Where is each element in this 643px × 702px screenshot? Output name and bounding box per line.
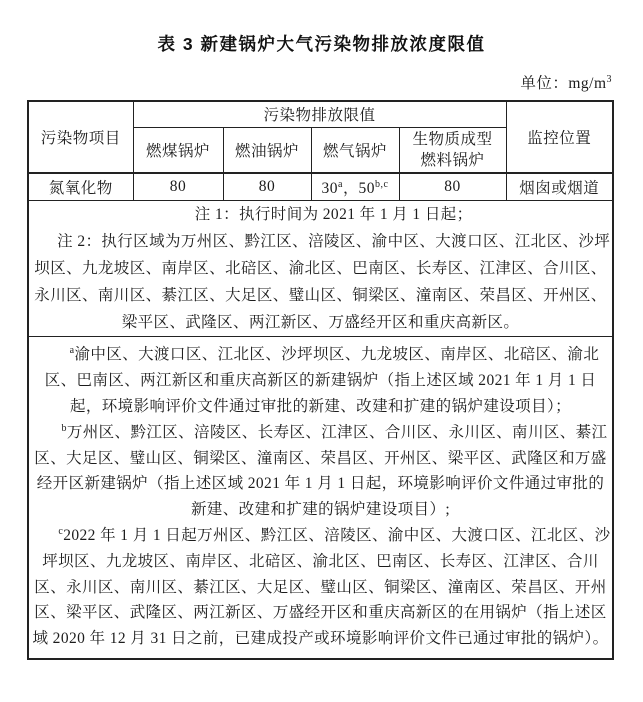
footnote-a xyxy=(29,342,612,419)
table-row xyxy=(28,173,613,200)
notes-block xyxy=(29,201,612,336)
header-emission-limit-group: 污染物排放限值 xyxy=(133,101,506,127)
unit-line xyxy=(0,71,612,93)
footnote-c-text: 2022 年 1 月 1 日起万州区、黔江区、涪陵区、渝中区、大渡口区、江北区、沙坪坝区、九龙坡区、南岸区、北碚区、渝北区、巴南区、长寿区、江津区、合川区、永川区、南川区、綦江区、大足区、璧山区、铜梁区、潼南区、荣昌区、开州区、梁平区、武隆区、两江新区、万盛经开区和重庆高新区的在用锅炉（指上述区域 2020 年 12 月 31 日之前，已建成投产或环境影响评价文件已通过审批的锅炉）。 xyxy=(32,527,611,648)
header-coal-boiler: 燃煤锅炉 xyxy=(133,127,223,173)
unit-label: 单位： xyxy=(520,75,569,92)
header-gas-boiler: 燃气锅炉 xyxy=(311,127,399,173)
biomass-line-1: 生物质成型 xyxy=(412,130,493,148)
document-page xyxy=(0,31,643,702)
cell-oil-value: 80 xyxy=(223,173,311,200)
emission-limits-table xyxy=(27,100,614,660)
gas-value-1: 30 xyxy=(321,179,339,197)
footnote-b-marker: b xyxy=(61,422,67,434)
header-monitor-position: 监控位置 xyxy=(506,101,613,173)
cell-gas-value xyxy=(311,173,399,200)
cell-pollutant-name: 氮氧化物 xyxy=(28,173,133,200)
header-biomass-boiler-text xyxy=(400,129,506,171)
page-title: 表 3 新建锅炉大气污染物排放浓度限值 xyxy=(157,34,486,54)
header-oil-boiler: 燃油锅炉 xyxy=(223,127,311,173)
cell-coal-value: 80 xyxy=(133,173,223,200)
note-2: 注 2：执行区域为万州区、黔江区、涪陵区、渝中区、大渡口区、江北区、沙坪坝区、九龙坡区、南岸区、北碚区、渝北区、巴南区、长寿区、江津区、合川区、永川区、南川区、綦江区、大足区、璧山区、铜梁区、潼南区、荣昌区、开州区、梁平区、武隆区、两江新区、万盛经开区和重庆高新区。 xyxy=(34,232,611,331)
note-1: 注 1：执行时间为 2021 年 1 月 1 日起； xyxy=(194,205,473,223)
cell-monitor-location: 烟囱或烟道 xyxy=(506,173,613,200)
footnote-a-marker: a xyxy=(69,345,75,357)
footnotes-section xyxy=(28,336,613,659)
footnote-a-text: 渝中区、大渡口区、江北区、沙坪坝区、九龙坡区、南岸区、北碚区、渝北区、巴南区、两江新区和重庆高新区的新建锅炉（指上述区域 2021 年 1 月 1 日起，环境影响评价文件通过审批的新建、改建和扩建的锅炉建设项目）； xyxy=(44,346,600,416)
footnote-c xyxy=(29,523,612,652)
gas-footnote-ref-bc: b,c xyxy=(375,178,389,190)
unit-exponent: 3 xyxy=(606,73,612,85)
header-pollutant-item: 污染物项目 xyxy=(28,101,133,173)
gas-value-2: 50 xyxy=(358,179,375,197)
unit-value: mg/m xyxy=(568,75,607,92)
biomass-line-2: 燃料锅炉 xyxy=(420,151,485,169)
footnote-b-text: 万州区、黔江区、涪陵区、长寿区、江津区、合川区、永川区、南川区、綦江区、大足区、璧山区、铜梁区、潼南区、荣昌区、开州区、梁平区、武隆区和万盛经开区新建锅炉（指上述区域 2021 年 1 月 1 日起，环境影响评价文件通过审批的新建、改建和扩建的锅炉建设项目）; xyxy=(34,423,608,519)
gas-separator: ， xyxy=(342,179,359,197)
header-biomass-boiler xyxy=(399,127,506,173)
footnote-c-marker: c xyxy=(58,525,64,537)
gas-footnote-ref-a: a xyxy=(338,178,343,190)
footnotes-block xyxy=(29,342,612,652)
footnote-b xyxy=(29,420,612,523)
cell-biomass-value: 80 xyxy=(399,173,506,200)
notes-section xyxy=(28,200,613,336)
